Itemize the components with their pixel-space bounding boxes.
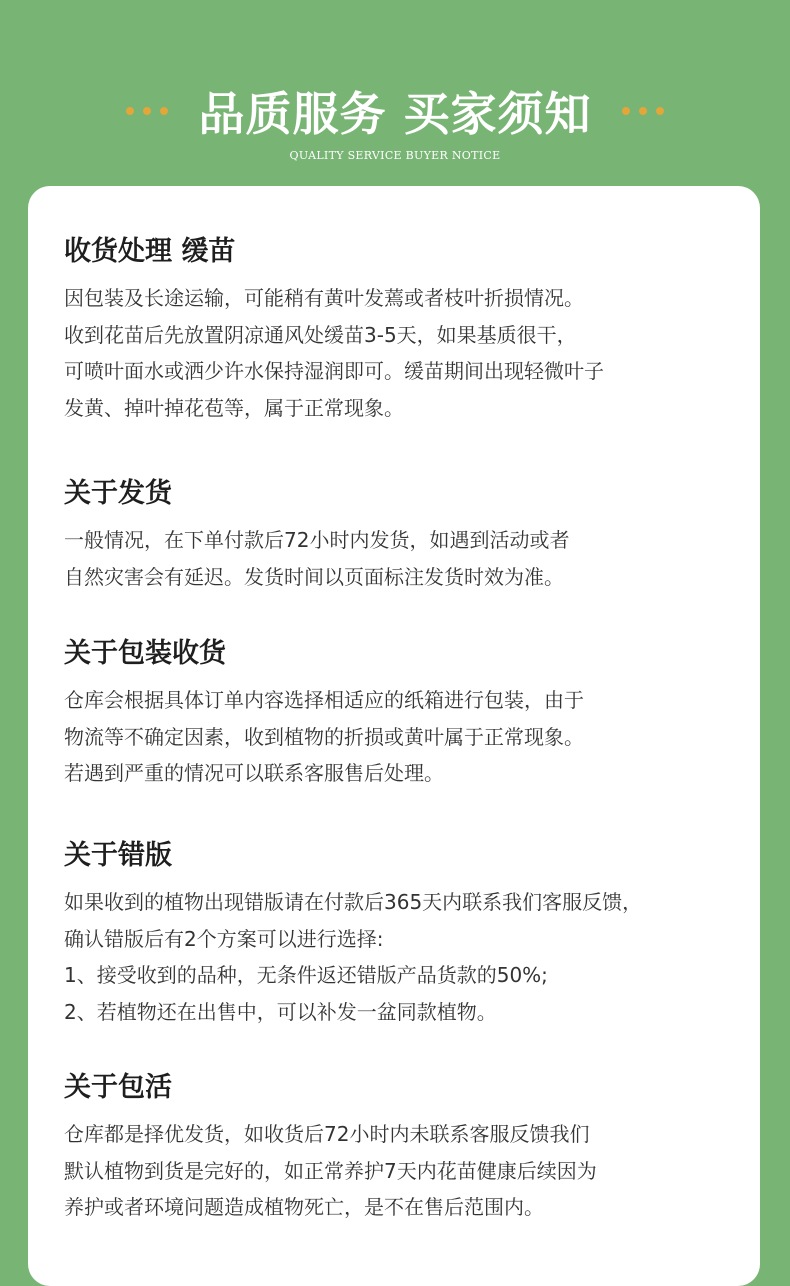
section-line: 确认错版后有2个方案可以进行选择: — [64, 926, 384, 951]
section-survival-guarantee — [64, 1070, 754, 1226]
section-wrong-variety — [64, 838, 754, 1030]
section-line: 因包装及长途运输，可能稍有黄叶发蔫或者枝叶折损情况。 — [64, 286, 584, 310]
section-line: 物流等不确定因素，收到植物的折损或黄叶属于正常现象。 — [64, 724, 584, 749]
section-heading: 关于包装收货 — [64, 638, 226, 669]
section-line: 默认植物到货是完好的，如正常养护7天内花苗健康后续因为 — [64, 1158, 597, 1183]
section-line: 1、接受收到的品种，无条件返还错版产品货款的50%; — [64, 963, 548, 987]
section-line: 养护或者环境问题造成植物死亡，是不在售后范围内。 — [64, 1195, 544, 1219]
section-line: 一般情况，在下单付款后72小时内发货，如遇到活动或者 — [64, 528, 570, 552]
section-heading: 关于发货 — [64, 478, 172, 509]
section-line: 2、若植物还在出售中，可以补发一盆同款植物。 — [64, 999, 497, 1024]
title-row — [0, 78, 790, 144]
section-line: 收到花苗后先放置阴凉通风处缓苗3-5天，如果基质很干， — [64, 322, 577, 347]
section-line: 发黄、掉叶掉花苞等，属于正常现象。 — [64, 395, 404, 420]
section-heading: 关于错版 — [64, 840, 172, 871]
notice-card — [28, 186, 760, 1286]
section-heading: 收货处理 缓苗 — [64, 236, 236, 267]
page-title: 品质服务 买家须知 — [198, 87, 592, 141]
section-packaging — [64, 636, 754, 792]
section-line: 若遇到严重的情况可以联系客服售后处理。 — [64, 761, 444, 785]
left-dots-decoration — [126, 107, 168, 115]
section-line: 如果收到的植物出现错版请在付款后365天内联系我们客服反馈， — [64, 890, 643, 914]
header — [0, 0, 790, 185]
section-line: 仓库会根据具体订单内容选择相适应的纸箱进行包装，由于 — [64, 688, 584, 712]
section-shipping — [64, 476, 754, 595]
section-line: 自然灾害会有延迟。发货时间以页面标注发货时效为准。 — [64, 564, 564, 589]
section-line: 仓库都是择优发货，如收货后72小时内未联系客服反馈我们 — [64, 1122, 590, 1146]
right-dots-decoration — [622, 107, 664, 115]
page-subtitle: QUALITY SERVICE BUYER NOTICE — [289, 149, 501, 162]
section-receiving — [64, 234, 754, 426]
section-line: 可喷叶面水或洒少许水保持湿润即可。缓苗期间出现轻微叶子 — [64, 359, 604, 383]
section-heading: 关于包活 — [64, 1072, 172, 1103]
